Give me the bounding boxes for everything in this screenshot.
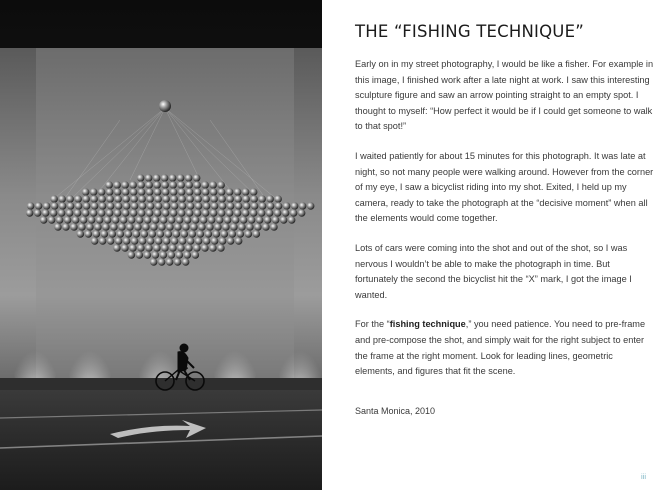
- street-photograph: [0, 0, 322, 490]
- paragraph-4-suffix: ,” you need patience. You need to pre-frame and pre-compose the shot, and simply wait for the right subject to enter the frame at the right moment. Look for leading lines, geometric elements, and figures that fit the scene.: [355, 319, 646, 377]
- page-title: THE “FISHING TECHNIQUE”: [355, 22, 584, 41]
- paragraph-2: I waited patiently for about 15 minutes for this photograph. It was late at night, so not many people were walking around. However from the corner of my eye, I saw a bicyclist riding into my shot. Exited, I held up my camera, ready to take the photograph at the “decisive moment” when all the elements would come together.: [355, 150, 654, 224]
- article-column: [355, 22, 655, 394]
- paragraph-3: Lots of cars were coming into the shot and out of the shot, so I was nervous I wouldn’t be able to make the photograph in time. But fortunately the second the bicyclist hit the “X” mark, I got the image I wanted.: [355, 242, 632, 300]
- paragraph-1: Early on in my street photography, I would be like a fisher. For example in this image, I finished work after a late night at work. I saw this interesting sculpture figure and saw an arrow pointing straight to an empty spot. I thought to myself: “How perfect it would be if I could get someone to walk to that spot!”: [355, 59, 654, 132]
- paragraph-4: [355, 317, 655, 379]
- page-number: iii: [641, 472, 646, 481]
- fishing-technique-term: fishing technique: [389, 319, 466, 330]
- photo-caption: Santa Monica, 2010: [355, 406, 436, 416]
- paragraph-4-prefix: For the “: [355, 319, 390, 330]
